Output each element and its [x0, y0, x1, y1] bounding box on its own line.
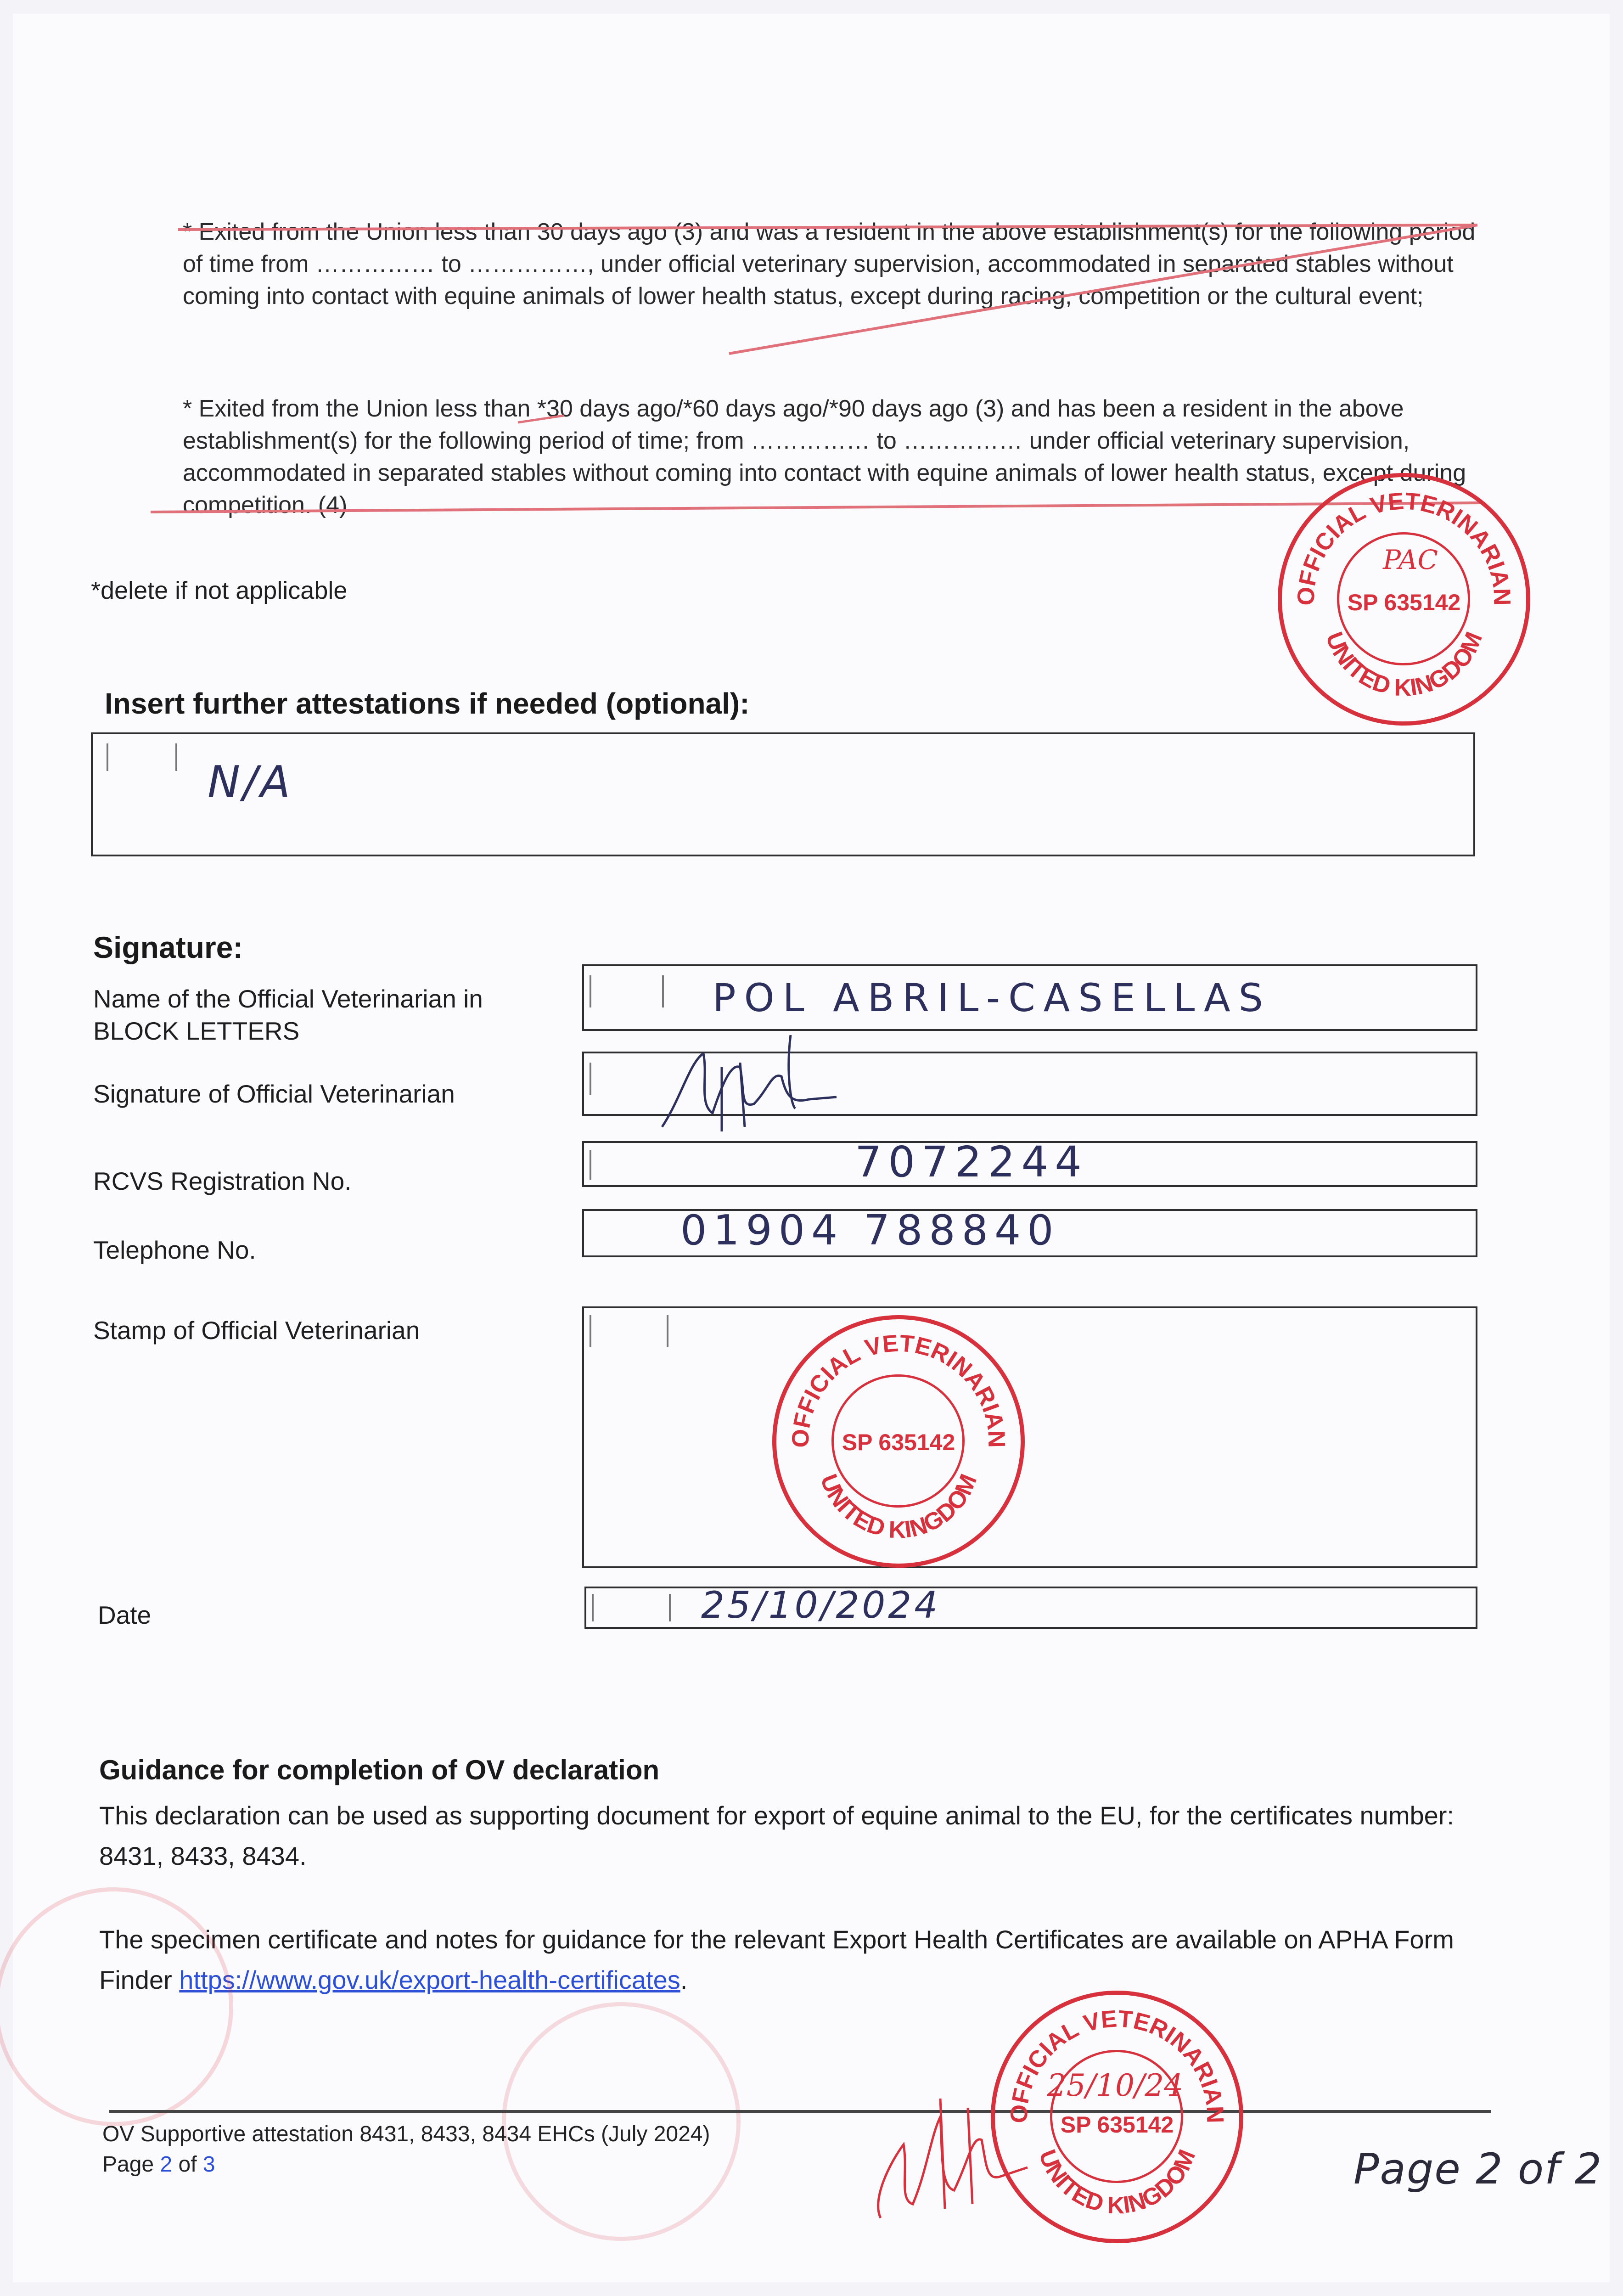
signature-field[interactable] [582, 1052, 1477, 1116]
attestations-box[interactable] [91, 732, 1475, 856]
footer-page-total: 3 [202, 2152, 215, 2177]
official-stamp-top [1278, 473, 1530, 726]
date-field[interactable] [584, 1584, 1477, 1629]
ghost-stamp-left [0, 1887, 233, 2126]
attestations-value: N/A [208, 757, 293, 808]
stamp-bottom-text: UNITED KINGDOM [1320, 628, 1488, 702]
guidance-heading: Guidance for completion of OV declaration [99, 1755, 660, 1785]
attestations-heading: Insert further attestations if needed (optional): [105, 687, 750, 720]
handwritten-page-note: Page 2 of 2 [1353, 2144, 1603, 2194]
stamp-top-text: OFFICIAL VETERINARIAN [787, 1330, 1010, 1448]
stamp-bottom-text: UNITED KINGDOM [1033, 2146, 1201, 2219]
footer-separator [109, 2110, 1491, 2113]
stamp-field[interactable] [582, 1306, 1477, 1568]
clause-2: * Exited from the Union less than *30 days ago/*60 days ago/*90 days ago (3) and has been a resident in the above establishment(s) for the following period of time; from …………… to …………… under official veterinary supervision, accommodated in separated stables without coming into contact with equine animals of lower health status, except during competition. (4) [183, 395, 1466, 518]
phone-label: Telephone No. [93, 1236, 256, 1264]
stamp-number: SP 635142 [842, 1429, 955, 1455]
svg-text:OFFICIAL VETERINARIAN [1005, 2005, 1228, 2123]
stamp-top-text: OFFICIAL VETERINARIAN [1005, 2005, 1229, 2124]
export-certificates-link[interactable]: https://www.gov.uk/export-health-certificates [179, 1965, 680, 1994]
footer-page-word: Page [102, 2152, 154, 2177]
guidance-para-2-end: . [680, 1965, 688, 1994]
rcvs-label: RCVS Registration No. [93, 1167, 352, 1195]
footer-page-number [102, 2150, 710, 2180]
footer [102, 2119, 710, 2180]
stamp-bottom-text: UNITED KINGDOM [815, 1470, 983, 1544]
svg-text:UNITED KINGDOM [1320, 628, 1488, 701]
name-label: Name of the Official Veterinarian in BLOCK LETTERS [93, 985, 483, 1045]
guidance-para-2 [99, 1919, 1481, 2000]
name-value: POL ABRIL-CASELLAS [713, 975, 1271, 1020]
delete-note: *delete if not applicable [91, 577, 348, 604]
stamp-number: SP 635142 [1060, 2112, 1174, 2138]
rcvs-value: 7072244 [855, 1137, 1088, 1187]
stamp-date-written: 25/10/24 [1047, 2068, 1184, 2103]
signature-scribble [653, 1035, 846, 1154]
name-field[interactable] [582, 964, 1477, 1031]
footer-of-word: of [178, 2152, 197, 2177]
stamp-number: SP 635142 [1347, 590, 1461, 615]
document-page [13, 14, 1610, 2282]
official-stamp-middle [772, 1315, 1025, 1568]
footer-doc-title: OV Supportive attestation 8431, 8433, 8434 EHCs (July 2024) [102, 2122, 710, 2146]
footer-signature-scribble [862, 2089, 1037, 2236]
date-value: 25/10/2024 [701, 1584, 941, 1626]
signature-heading: Signature: [93, 930, 243, 964]
footer-page-current: 2 [160, 2152, 173, 2177]
stamp-top-text: OFFICIAL VETERINARIAN [1292, 488, 1516, 606]
signature-label: Signature of Official Veterinarian [93, 1080, 455, 1108]
svg-text:UNITED KINGDOM [815, 1470, 982, 1543]
svg-text:UNITED KINGDOM [1033, 2146, 1201, 2219]
guidance-para-1: This declaration can be used as supporting document for export of equine animal to the EU, for the certificates number: 8431, 8433, 8434. [99, 1801, 1454, 1870]
phone-value: 01904 788840 [680, 1206, 1060, 1255]
phone-field[interactable] [582, 1206, 1477, 1257]
stamp-label: Stamp of Official Veterinarian [93, 1316, 420, 1345]
guidance-para-2-text: The specimen certificate and notes for guidance for the relevant Export Health Certificates are available on APHA Form Finder [99, 1925, 1454, 1994]
rcvs-field[interactable] [582, 1137, 1477, 1187]
date-label: Date [98, 1601, 152, 1629]
stamp-initials: PAC [1383, 544, 1438, 575]
clause-1: * Exited from the Union less than 30 days ago (3) and was a resident in the above establishment(s) for the following period of time from …………… to ……………, under official veterinary supervision, accommodated in separated stables without coming into contact with equine animals of lower health status, except during racing, competition or the cultural event; [183, 219, 1476, 310]
